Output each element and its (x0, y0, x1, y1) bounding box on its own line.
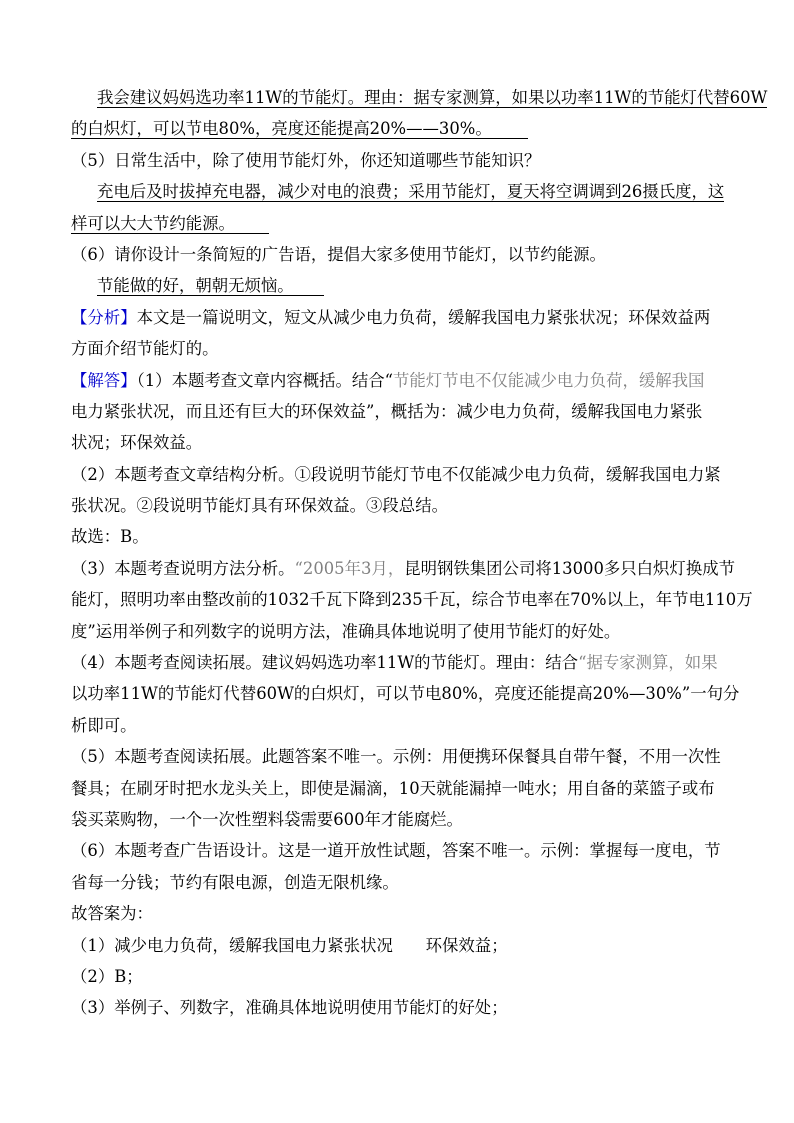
text-run (71, 559, 735, 578)
text-run (71, 998, 508, 1017)
text-segment: 样可以大大节约能源。 (71, 213, 235, 233)
text-segment: （4）本题考查阅读拓展。建议妈妈选功率11W的节能灯。理由：结合 (71, 653, 579, 673)
text-line (71, 992, 741, 1023)
text-segment: 电力紧张状况，而且还有巨大的环保效益”，概括为：减少电力负荷，缓解我国电力紧张 (71, 401, 703, 421)
text-line (71, 741, 741, 772)
section-label: 【分析】 (71, 307, 137, 327)
text-line (71, 616, 741, 647)
text-segment: 节能做的好，朝朝无烦恼。 (97, 276, 294, 296)
text-line (71, 145, 741, 176)
text-segment: 袋买菜购物，一个一次性塑料袋需要600年才能腐烂。 (71, 809, 463, 829)
text-line (71, 427, 741, 458)
text-segment: （6）本题考查广告语设计。这是一道开放性试题，答案不唯一。示例：掌握每一度电，节 (71, 841, 721, 861)
text-segment: （2）本题考查文章结构分析。①段说明节能灯节电不仅能减少电力负荷，缓解我国电力紧 (71, 464, 721, 484)
text-segment: 状况；环保效益。 (71, 433, 203, 453)
text-run (71, 936, 508, 955)
text-line (71, 208, 741, 239)
text-run (71, 967, 143, 986)
text-segment: 析即可。 (71, 715, 137, 735)
text-run (71, 716, 137, 735)
text-segment: 我会建议妈妈选功率11W的节能灯。理由：据专家测算，如果以功率11W的节能灯代替60W (97, 88, 768, 107)
text-line (71, 270, 741, 301)
text-line (71, 396, 741, 427)
text-run (71, 622, 620, 641)
text-line (71, 773, 741, 804)
text-line (71, 521, 741, 552)
text-run (71, 339, 219, 358)
text-segment: 餐具；在刷牙时把水龙头关上，即使是漏滴，10天就能漏掉一吨水；用自备的菜篮子或布 (71, 778, 715, 798)
text-segment: 充电后及时拔掉充电器，减少对电的浪费；采用节能灯，夏天将空调调到26摄氏度，这 (97, 182, 725, 202)
text-line (71, 239, 741, 270)
text-line (71, 835, 741, 866)
text-run (71, 433, 202, 452)
text-segment: 方面介绍节能灯的。 (71, 339, 219, 359)
text-run (71, 527, 149, 546)
text-run (71, 653, 718, 672)
text-run (71, 779, 715, 798)
text-line (71, 930, 741, 961)
text-line (71, 365, 741, 396)
text-run (71, 371, 704, 390)
text-segment: （5）本题考查阅读拓展。此题答案不唯一。示例：用便携环保餐具自带午餐，不用一次性 (71, 747, 721, 767)
text-run (71, 402, 702, 421)
text-run (71, 308, 710, 327)
text-segment: 以功率11W的节能灯代替60W的白炽灯，可以节电80%，亮度还能提高20%—30%”一句分 (71, 684, 740, 704)
text-segment: “据专家测算，如果 (578, 653, 718, 673)
text-run (71, 496, 448, 515)
underlined-answer-text (97, 88, 767, 108)
text-segment: 省每一分钱；节约有限电源，创造无限机缘。 (71, 872, 399, 892)
text-line (71, 302, 741, 333)
underlined-answer-text (97, 276, 324, 296)
text-line (71, 804, 741, 835)
underlined-answer-text (97, 182, 724, 202)
text-run (71, 465, 721, 484)
text-run (71, 245, 606, 264)
text-line (71, 490, 741, 521)
text-segment: 本文是一篇说明文，短文从减少电力负荷，缓解我国电力紧张状况；环保效益两 (136, 307, 711, 327)
text-line (71, 647, 741, 678)
text-line (71, 113, 741, 144)
text-segment: 昆明钢铁集团公司将13000多只白炽灯换成节 (404, 558, 735, 578)
text-line (71, 867, 741, 898)
text-line (71, 459, 741, 490)
text-line (71, 961, 741, 992)
text-segment: 的白炽灯，可以节电80%，亮度还能提高20%——30%。 (71, 119, 492, 139)
text-segment: 故答案为： (71, 904, 153, 924)
text-segment: （1）减少电力负荷，缓解我国电力紧张状况 环保效益； (71, 935, 508, 955)
text-line (71, 82, 768, 113)
text-run (71, 873, 399, 892)
text-segment: （2）B； (71, 966, 143, 986)
underlined-answer-text (71, 214, 269, 234)
text-run (71, 747, 721, 766)
text-segment: （1）本题考查文章内容概括。结合“ (136, 370, 394, 390)
text-segment: “2005年3月， (294, 558, 405, 578)
text-segment: （6）请你设计一条简短的广告语，提倡大家多使用节能灯，以节约能源。 (71, 244, 606, 264)
text-line (71, 333, 741, 364)
text-segment: 度”运用举例子和列数字的说明方法，准确具体地说明了使用节能灯的好处。 (71, 621, 621, 641)
text-line (71, 553, 741, 584)
text-segment: 节能灯节电不仅能减少电力负荷，缓解我国 (393, 370, 705, 390)
text-run (71, 684, 739, 703)
text-line (71, 678, 741, 709)
text-run (71, 904, 153, 923)
section-label: 【解答】 (71, 370, 137, 390)
text-segment: （3）本题考查说明方法分析。 (71, 558, 295, 578)
text-run (71, 810, 463, 829)
text-segment: 张状况。②段说明节能灯具有环保效益。③段总结。 (71, 496, 448, 516)
text-line (71, 898, 741, 929)
text-segment: （5）日常生活中，除了使用节能灯外，你还知道哪些节能知识？ (71, 150, 541, 170)
text-segment: 能灯，照明功率由整改前的1032千瓦下降到235千瓦，综合节电率在70%以上，年节电110万 (71, 590, 753, 610)
text-segment: （3）举例子、列数字，准确具体地说明使用节能灯的好处； (71, 998, 508, 1018)
text-run (71, 841, 721, 860)
document-content (71, 82, 768, 1024)
text-segment: 故选：B。 (71, 527, 149, 547)
text-line (71, 710, 741, 741)
text-line (71, 176, 741, 207)
text-line (71, 584, 753, 615)
underlined-answer-text (71, 119, 528, 139)
text-run (71, 151, 540, 170)
text-run (71, 590, 753, 609)
